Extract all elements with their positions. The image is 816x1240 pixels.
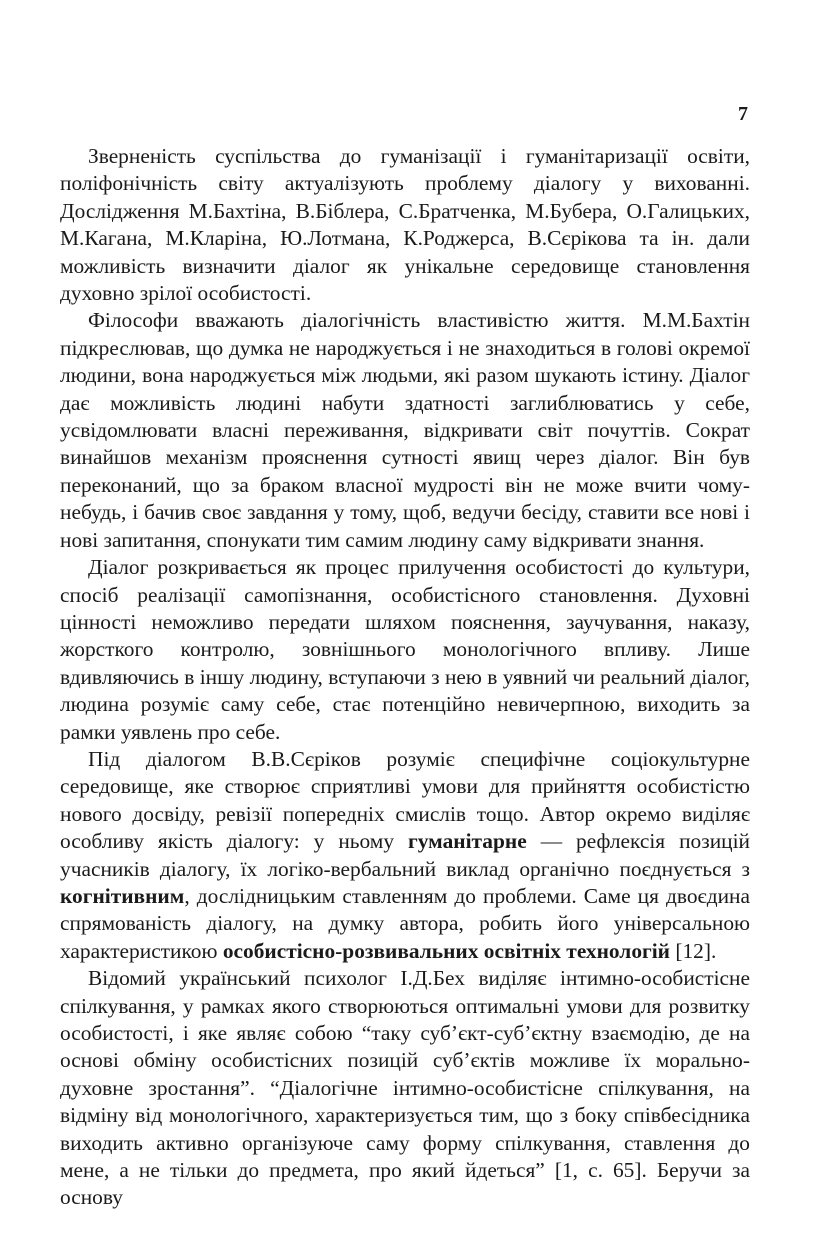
paragraph-serikov-text-3: , дослідницьким ставленням до проблеми. Саме ця двоєдина спрямованість діалогу, на думку автора, робить його універсальною характеристикою	[60, 883, 750, 963]
paragraph-dialogue-culture: Діалог розкривається як процес прилучення особистості до культури, спосіб реалізації самопізнання, особистісного становлення. Духовні цінності неможливо передати шляхом пояснення, заучування, наказу, жорсткого контролю, зовнішнього монологічного впливу. Лише вдивляючись в іншу людину, вступаючи з нею в уявний чи реальний діалог, людина розуміє саму себе, стає потенційно невичерпною, виходить за рамки уявлень про себе.	[60, 555, 750, 744]
term-cognitive: когнітивним	[60, 883, 185, 908]
paragraph-bekh: Відомий український психолог І.Д.Бех виділяє інтимно-особистісне спілкування, у рамках якого створюються оптимальні умови для розвитку особистості, і яке являє собою “таку суб’єкт-суб’єктну взаємодію, де на основі обміну особистісних позицій суб’єктів можливе їх морально-духовне зростання”. “Діалогічне інтимно-особистісне спілкування, на відміну від монологічного, характеризується тим, що з боку співбесідника виходить активно організуюче саму форму спілкування, ставлення до мене, а не тільки до предмета, про який йдеться” [1, с. 65]. Беручи за основу	[60, 966, 750, 1210]
term-humanitarian: гуманітарне	[408, 829, 527, 854]
paragraph-serikov-text-1: Під діалогом В.В.Сєріков розуміє специфічне соціокультурне середовище, яке створює сприятливі умови для прийняття особистістю нового досвіду, ревізії попередніх смислів тощо. Автор окремо виділяє особливу якість діалогу: у ньому	[60, 746, 750, 854]
paragraph-serikov-text-4: [12].	[670, 938, 717, 963]
paragraph-philosophers: Філософи вважають діалогічність властивістю життя. М.М.Бахтін підкреслював, що думка не народжується і не знаходиться в голові окремої людини, вона народжується між людьми, які разом шукають істину. Діалог дає можливість людині набути здатності заглиблюватись у себе, усвідомлювати власні переживання, відкривати світ почуттів. Сократ винайшов механізм прояснення сутності явищ через діалог. Він був переконаний, що за браком власної мудрості він не може вчити чому-небудь, і бачив своє завдання у тому, щоб, ведучи бесіду, ставити все нові і нові запитання, спонукати тим самим людину саму відкривати знання.	[60, 308, 750, 552]
paragraph-dialogue-humanization: Зверненість суспільства до гуманізації і гуманітаризації освіти, поліфонічність світу актуалізують проблему діалогу у вихованні. Дослідження М.Бахтіна, В.Біблера, С.Братченка, М.Бубера, О.Галицьких, М.Кагана, М.Кларіна, Ю.Лотмана, К.Роджерса, В.Сєрікова та ін. дали можливість визначити діалог як унікальне середовище становлення духовно зрілої особистості.	[60, 144, 750, 306]
page-number: 7	[738, 103, 748, 125]
term-technologies: особистісно-розвивальних освітніх технологій	[222, 938, 670, 963]
paragraph-serikov-text-2: — рефлексія позицій учасників діалогу, їх логіко-вербальний виклад органічно поєднується з	[60, 829, 750, 881]
text-body	[60, 143, 750, 1212]
paragraph-serikov	[60, 746, 750, 965]
